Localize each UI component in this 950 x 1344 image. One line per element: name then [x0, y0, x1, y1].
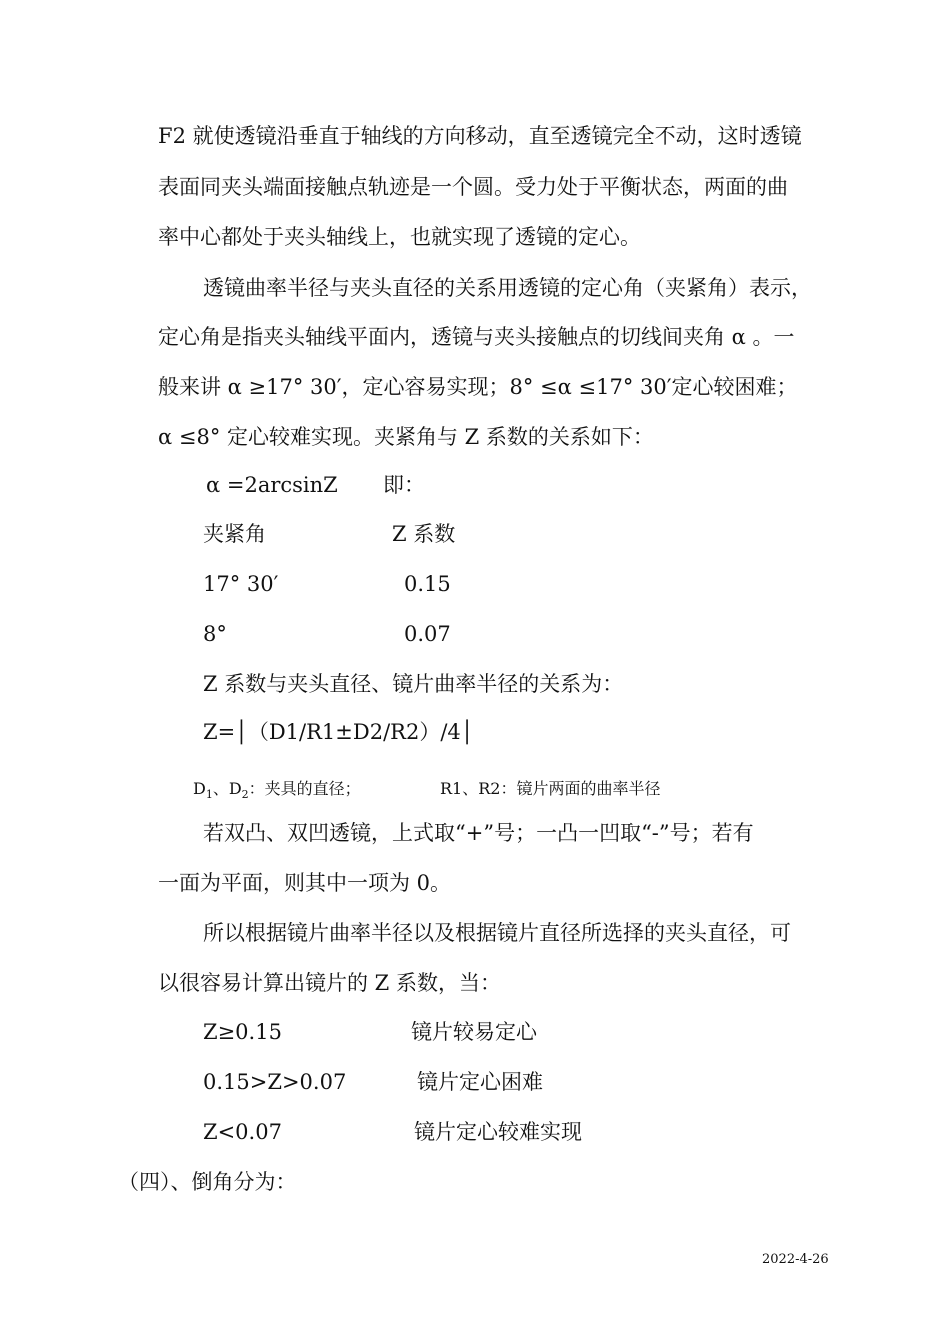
formula-z: Z=│（D1/R1±D2/R2）/4│ — [203, 720, 474, 744]
paragraph-4-line-1: 所以根据镜片曲率半径以及根据镜片直径所选择的夹头直径，可 — [203, 921, 791, 945]
formula-alpha-suffix: 即： — [383, 473, 425, 497]
paragraph-2-line-3: 般来讲 α ≥17° 30′，定心容易实现；8° ≤α ≤17° 30′定心较困难； — [158, 375, 798, 399]
paragraph-1-line-2: 表面同夹头端面接触点轨迹是一个圆。受力处于平衡状态，两面的曲 — [158, 175, 788, 199]
table-header-z: Z 系数 — [392, 522, 456, 546]
condition-result: 镜片定心困难 — [417, 1070, 543, 1094]
condition-expr: Z≥0.15 — [203, 1020, 282, 1044]
legend-radius: R1、R2：镜片两面的曲率半径 — [440, 779, 661, 798]
legend-diameter: $D_1$、$D_2$：夹具的直径； — [193, 779, 361, 802]
condition-result: 镜片较易定心 — [411, 1020, 537, 1044]
table-cell: 8° — [203, 622, 227, 646]
section-heading: （四）、倒角分为： — [118, 1170, 297, 1194]
paragraph-1-line-3: 率中心都处于夹头轴线上，也就实现了透镜的定心。 — [158, 225, 641, 249]
table-cell: 17° 30′ — [203, 572, 279, 596]
formula-alpha: α =2arcsinZ — [206, 473, 338, 497]
condition-expr: 0.15>Z>0.07 — [203, 1070, 347, 1094]
paragraph-3-line-1: 若双凸、双凹透镜，上式取“+”号；一凸一凹取“-”号；若有 — [203, 821, 754, 845]
condition-expr: Z<0.07 — [203, 1120, 282, 1144]
table-cell: 0.07 — [404, 622, 451, 646]
paragraph-2-line-1: 透镜曲率半径与夹头直径的关系用透镜的定心角（夹紧角）表示， — [203, 276, 812, 300]
paragraph-3-line-2: 一面为平面，则其中一项为 0。 — [158, 871, 452, 895]
paragraph-2-line-2: 定心角是指夹头轴线平面内，透镜与夹头接触点的切线间夹角 α 。一 — [158, 325, 795, 349]
table-cell: 0.15 — [404, 572, 451, 596]
paragraph-4-line-2: 以很容易计算出镜片的 Z 系数，当： — [158, 971, 501, 995]
paragraph-2-line-4: α ≤8° 定心较难实现。夹紧角与 Z 系数的关系如下： — [158, 425, 654, 449]
condition-result: 镜片定心较难实现 — [414, 1120, 582, 1144]
paragraph-1-line-1: F2 就使透镜沿垂直于轴线的方向移动，直至透镜完全不动，这时透镜 — [158, 124, 802, 148]
table-header-angle: 夹紧角 — [203, 522, 266, 546]
footer-date: 2022-4-26 — [762, 1252, 829, 1267]
relation-intro: Z 系数与夹头直径、镜片曲率半径的关系为： — [203, 672, 624, 696]
